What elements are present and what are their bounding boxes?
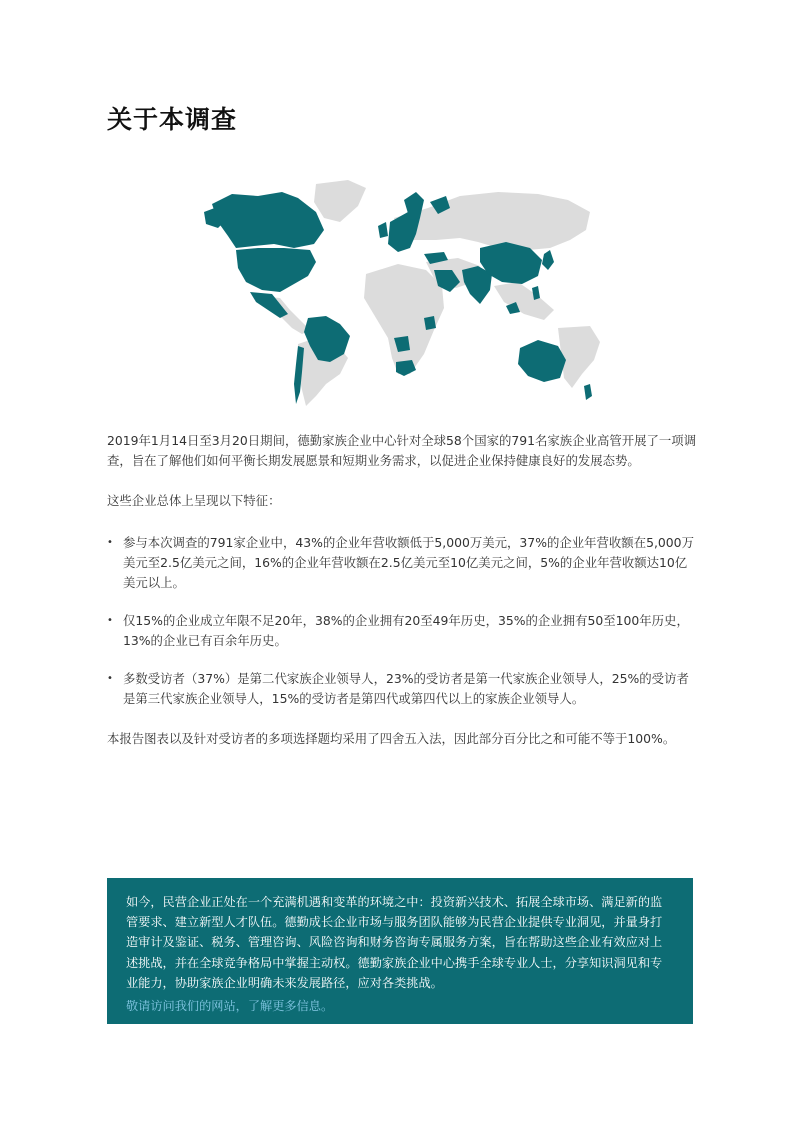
lead-paragraph: 这些企业总体上呈现以下特征： <box>107 493 281 508</box>
canada-shape <box>212 192 324 248</box>
page-title: 关于本调查 <box>107 105 238 134</box>
info-panel <box>107 878 693 1024</box>
intro-paragraph: 2019年1月14日至3月20日期间，德勤家族企业中心针对全球58个国家的791名家族企业高管开展了一项调查，旨在了解他们如何平衡长期发展愿景和短期业务需求，以促进企业保持健康良好的发展态势。 <box>107 433 697 468</box>
greenland-shape <box>314 180 366 222</box>
kenya-shape <box>424 316 436 330</box>
new-zealand-shape <box>584 384 592 400</box>
characteristics-list <box>107 533 697 709</box>
website-link[interactable]: 敬请访问我们的网站，了解更多信息。 <box>126 999 334 1014</box>
uk-shape <box>378 222 388 238</box>
list-item: • 参与本次调查的791家企业中，43%的企业年营收额低于5,000万美元，37%的企业年营收额在5,000万美元至2.5亿美元之间，16%的企业年营收额在2.5亿美元至10亿美元之间，5%的企业年营收额达10亿美元以上。 <box>107 533 697 593</box>
panel-body: 如今，民营企业正处在一个充满机遇和变革的环境之中：投资新兴技术、拓展全球市场、满足新的监管要求、建立新型人才队伍。德勤成长企业市场与服务团队能够为民营企业提供专业洞见，并量身打造审计及鉴证、税务、管理咨询、风险咨询和财务咨询专属服务方案，旨在帮助这些企业有效应对上述挑战，并在全球竞争格局中掌握主动权。德勤家族企业中心携手全球专业人士，分享知识洞见和专业能力，协助家族企业明确未来发展路径，应对各类挑战。 <box>126 895 663 990</box>
australia-shape <box>518 340 566 382</box>
oceania-gray-shape <box>558 326 600 388</box>
world-map <box>198 178 618 410</box>
survey-description <box>107 431 697 749</box>
se-asia-gray-shape <box>494 282 554 320</box>
list-item: • 仅15%的企业成立年限不足20年，38%的企业拥有20至49年历史，35%的企业拥有50至100年历史，13%的企业已有百余年历史。 <box>107 611 697 651</box>
rounding-note: 本报告图表以及针对受访者的多项选择题均采用了四舍五入法，因此部分百分比之和可能不等于100%。 <box>107 731 676 746</box>
list-item: • 多数受访者（37%）是第二代家族企业领导人，23%的受访者是第一代家族企业领导人，25%的受访者是第三代家族企业领导人，15%的受访者是第四代或第四代以上的家族企业领导人。 <box>107 669 697 709</box>
japan-shape <box>542 250 554 270</box>
usa-shape <box>236 248 316 292</box>
